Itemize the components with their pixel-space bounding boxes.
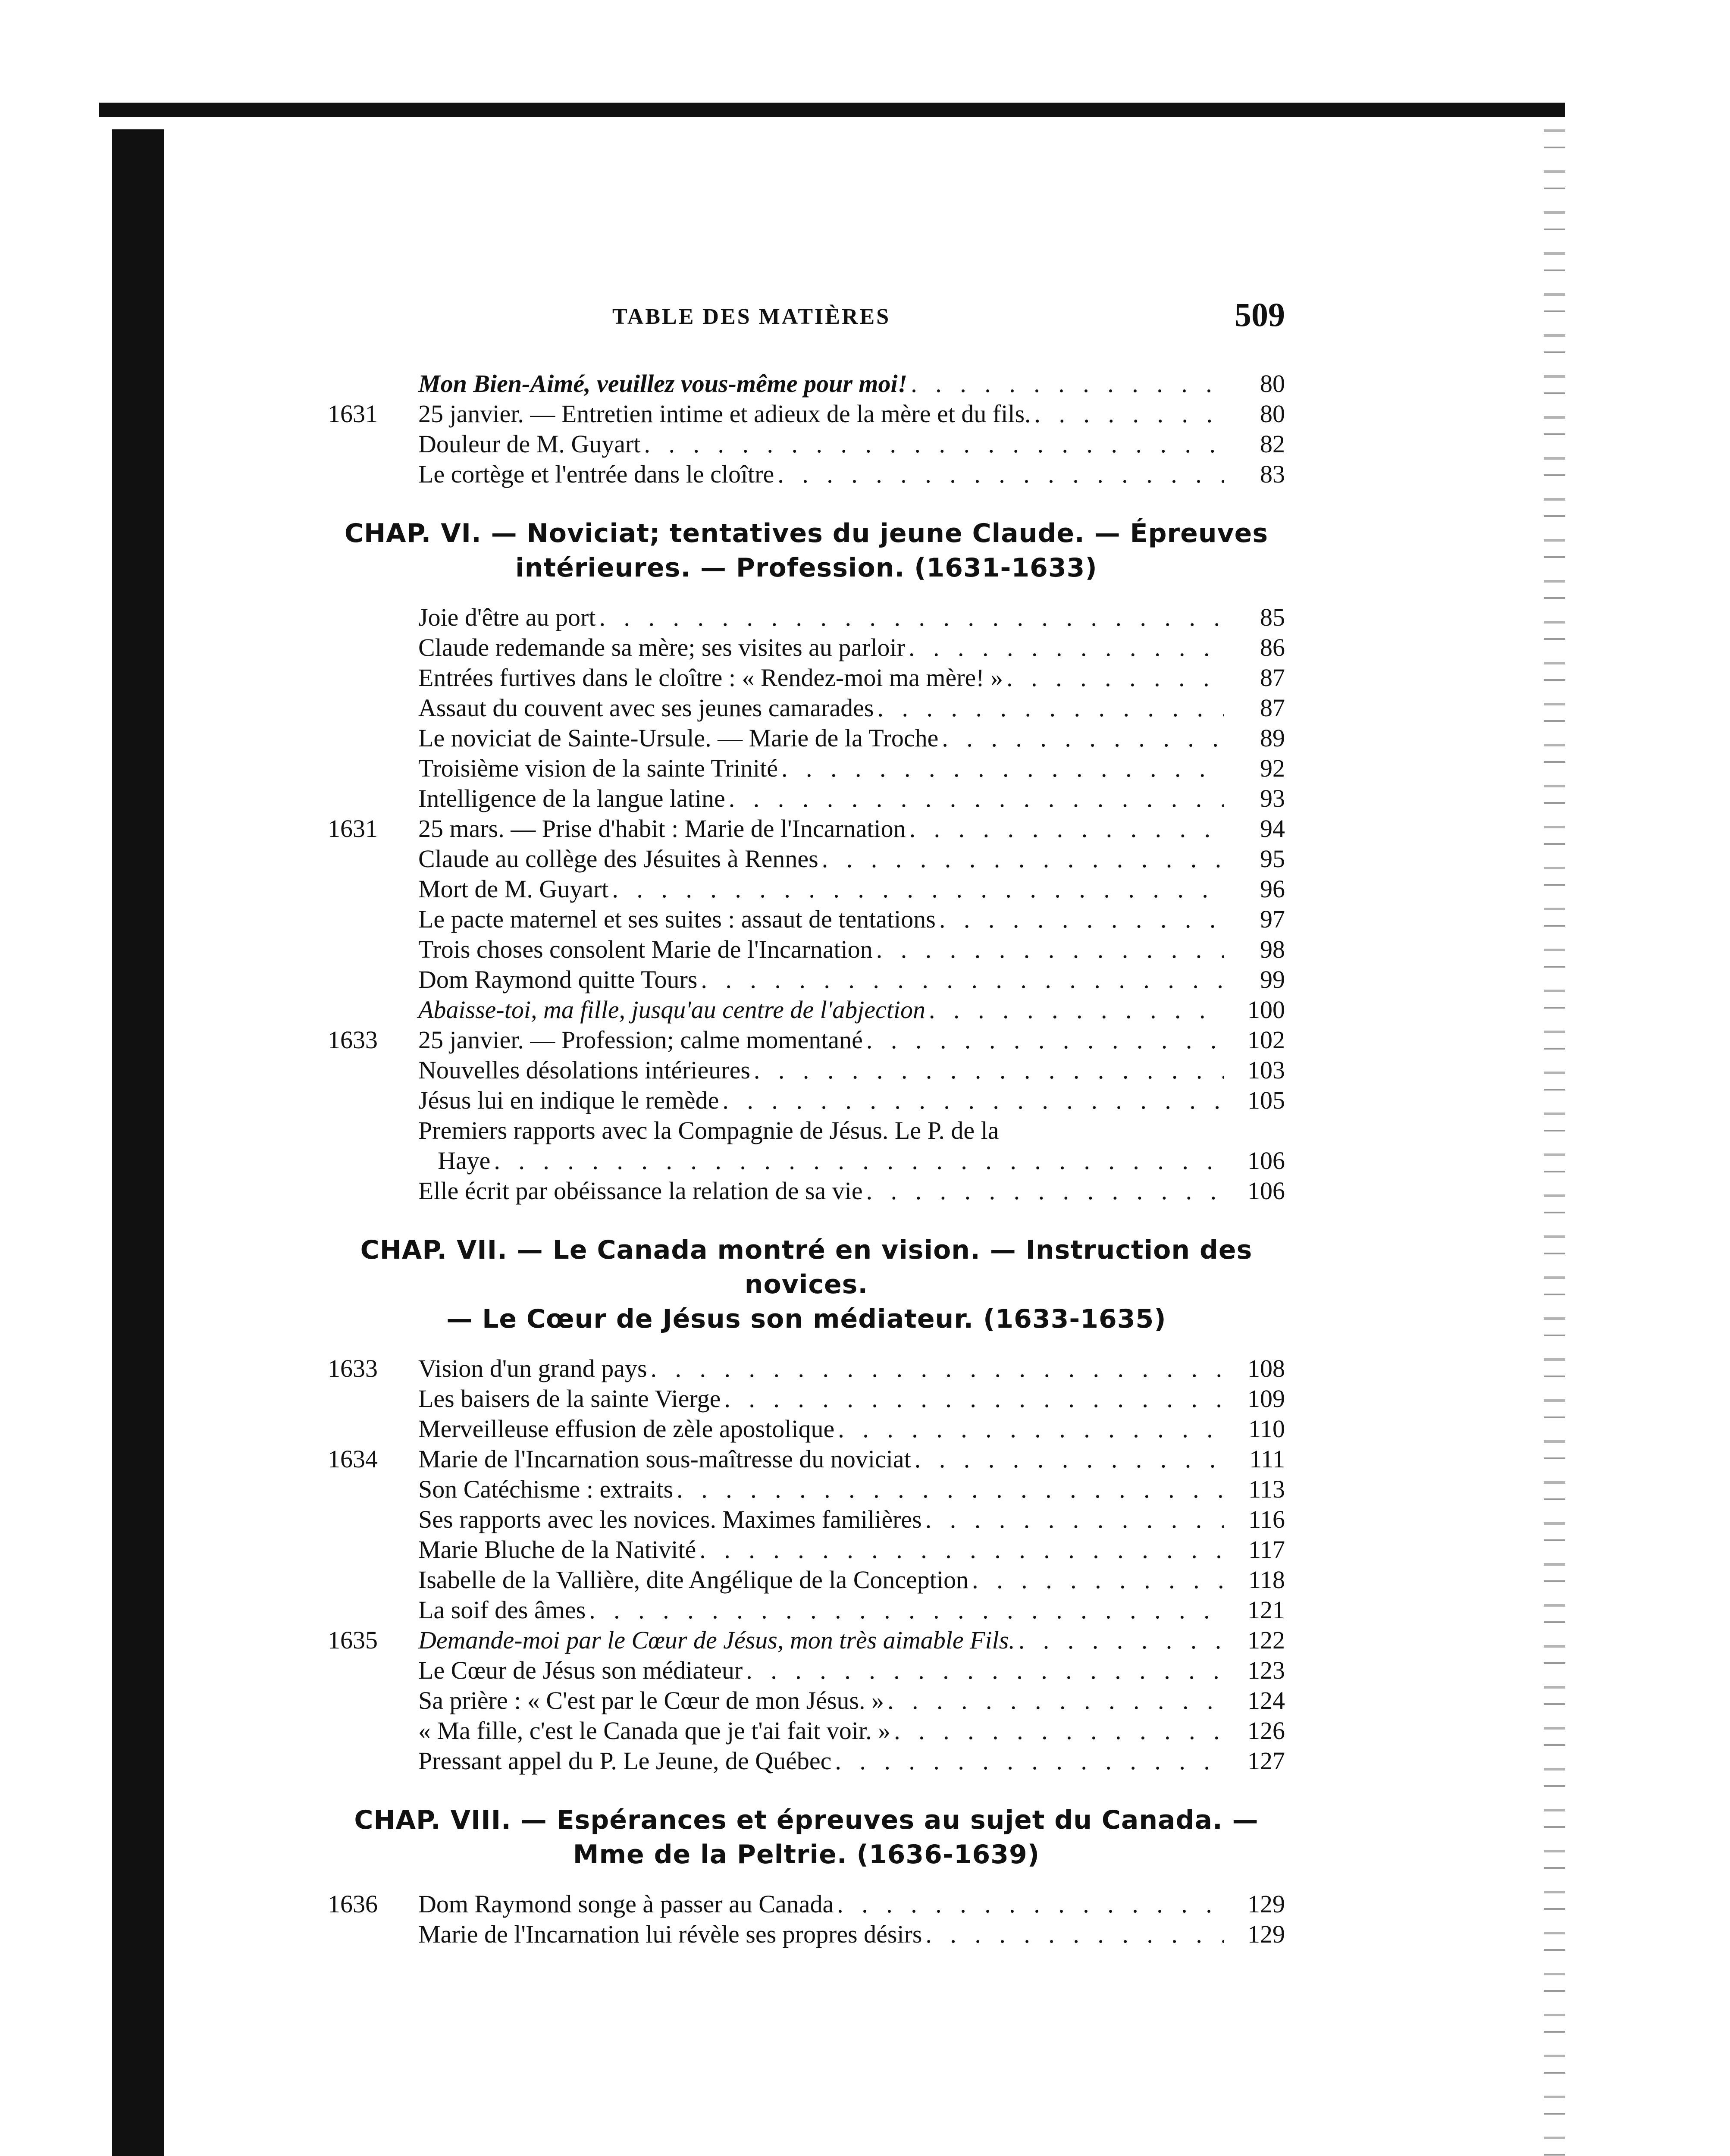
dot-leader (876, 934, 1224, 965)
toc-entry (328, 1919, 1285, 1949)
dot-leader (925, 1919, 1224, 1949)
dot-leader (835, 1746, 1224, 1776)
toc-entry (328, 1146, 1285, 1176)
toc-entry (328, 1025, 1285, 1055)
toc-entry-page: 93 (1260, 784, 1285, 812)
toc-entry-page: 110 (1248, 1415, 1285, 1443)
toc-entry-year: 1633 (328, 1354, 378, 1382)
toc-entry-label: Elle écrit par obéissance la relation de sa vie (418, 1177, 863, 1205)
toc-entry (328, 459, 1285, 489)
toc-entry-year: 1636 (328, 1890, 378, 1918)
dot-leader (942, 723, 1224, 753)
dot-leader (822, 844, 1224, 874)
dot-leader (925, 1504, 1224, 1535)
dot-leader (1034, 399, 1224, 429)
toc-entry (328, 1176, 1285, 1206)
toc-entry-page: 98 (1260, 935, 1285, 963)
toc-entry-page: 122 (1247, 1626, 1285, 1654)
chapter-6-rows (328, 602, 1285, 1206)
toc-entry-page: 106 (1247, 1147, 1285, 1175)
dot-leader (699, 1535, 1224, 1565)
dot-leader (972, 1565, 1224, 1595)
dot-leader (866, 1176, 1224, 1206)
dot-leader (1019, 1625, 1224, 1655)
toc-entry (328, 1384, 1285, 1414)
toc-entry-page: 116 (1248, 1505, 1285, 1533)
toc-entry-label: Merveilleuse effusion de zèle apostolique (418, 1415, 835, 1443)
chapter-8-heading (328, 1803, 1285, 1872)
toc-entry-label: Le noviciat de Sainte-Ursule. — Marie de la Troche (418, 724, 939, 752)
toc-entry-page: 80 (1260, 370, 1285, 398)
toc-entry-label: La soif des âmes (418, 1596, 586, 1624)
toc-entry (328, 783, 1285, 814)
toc-entry-year: 1634 (328, 1445, 378, 1473)
toc-entry-page: 106 (1247, 1177, 1285, 1205)
toc-entry (328, 1625, 1285, 1655)
toc-entry-label: 25 janvier. — Entretien intime et adieux de la mère et du fils. (418, 400, 1031, 428)
toc-entry (328, 369, 1285, 399)
toc-entry-year: 1635 (328, 1626, 378, 1654)
dot-leader (894, 1716, 1224, 1746)
toc-entry-page: 124 (1247, 1686, 1285, 1714)
toc-entry-page: 85 (1260, 603, 1285, 631)
chapter-8-title-line1: CHAP. VIII. — Espérances et épreuves au sujet du Canada. — (354, 1805, 1259, 1835)
toc-entry-label: Isabelle de la Vallière, dite Angélique de la Conception (418, 1566, 969, 1594)
toc-entry-page: 111 (1249, 1445, 1285, 1473)
toc-entry-label: Entrées furtives dans le cloître : « Rendez-moi ma mère! » (418, 664, 1003, 692)
toc-entry-label: 25 mars. — Prise d'habit : Marie de l'Incarnation (418, 815, 906, 843)
toc-entry (328, 1746, 1285, 1776)
toc-entry (328, 1716, 1285, 1746)
toc-entry-page: 127 (1247, 1747, 1285, 1775)
table-of-contents (328, 369, 1285, 1949)
toc-entry-page: 118 (1248, 1566, 1285, 1594)
toc-entry-label: Dom Raymond songe à passer au Canada (418, 1890, 834, 1918)
toc-entry-label: « Ma fille, c'est le Canada que je t'ai fait voir. » (418, 1717, 891, 1745)
dot-leader (878, 693, 1224, 723)
toc-entry-label: Claude au collège des Jésuites à Rennes (418, 845, 818, 873)
toc-entry (328, 1535, 1285, 1565)
toc-entry-page (1224, 1116, 1285, 1146)
chapter-8-title-line2: Mme de la Peltrie. (1636-1639) (573, 1839, 1040, 1870)
dot-leader (781, 753, 1224, 783)
toc-entry-page: 89 (1260, 724, 1285, 752)
toc-entry-label: Joie d'être au port (418, 603, 596, 631)
toc-entry (328, 663, 1285, 693)
dot-leader (701, 965, 1224, 995)
dot-leader (494, 1146, 1224, 1176)
toc-entry (328, 753, 1285, 783)
toc-entry (328, 934, 1285, 965)
toc-entry-label: 25 janvier. — Profession; calme momentané (418, 1026, 863, 1054)
dot-leader (722, 1085, 1224, 1116)
toc-entry-page: 83 (1260, 460, 1285, 488)
toc-entry-label: Vision d'un grand pays (418, 1354, 647, 1382)
toc-entry (328, 1595, 1285, 1625)
toc-entry (328, 1889, 1285, 1919)
dot-leader (651, 1354, 1224, 1384)
scan-border-top (99, 103, 1565, 117)
toc-entry (328, 1414, 1285, 1444)
toc-entry-page: 80 (1260, 400, 1285, 428)
toc-entry-label: Mon Bien-Aimé, veuillez vous-même pour moi! (418, 370, 908, 398)
toc-entry-label: Marie de l'Incarnation sous-maîtresse du noviciat (418, 1445, 911, 1473)
dot-leader (1006, 663, 1224, 693)
toc-entry-page: 94 (1260, 815, 1285, 843)
toc-entry (328, 1444, 1285, 1474)
toc-entry-page: 87 (1260, 664, 1285, 692)
toc-entry-label: Ses rapports avec les novices. Maximes familières (418, 1505, 922, 1533)
toc-entry (328, 723, 1285, 753)
chapter-7-title-line1: CHAP. VII. — Le Canada montré en vision. — Instruction des novices. (360, 1235, 1253, 1300)
dot-leader (612, 874, 1224, 904)
toc-entry-label: Nouvelles désolations intérieures (418, 1056, 750, 1084)
toc-entry-page: 126 (1247, 1717, 1285, 1745)
toc-entry-page: 87 (1260, 694, 1285, 722)
dot-leader (837, 1889, 1224, 1919)
toc-entry-page: 102 (1247, 1026, 1285, 1054)
toc-entry-label: Intelligence de la langue latine (418, 784, 725, 812)
chapter-7-title-line2: — Le Cœur de Jésus son médiateur. (1633-1635) (446, 1304, 1166, 1334)
chapter-6-title-line1: CHAP. VI. — Noviciat; tentatives du jeune Claude. — Épreuves (344, 518, 1269, 548)
dot-leader (838, 1414, 1224, 1444)
dot-leader (939, 904, 1224, 934)
toc-entry-label: Le cortège et l'entrée dans le cloître (418, 460, 774, 488)
toc-entry (328, 429, 1285, 459)
toc-entry-label: Trois choses consolent Marie de l'Incarnation (418, 935, 873, 963)
toc-entry-label: Le pacte maternel et ses suites : assaut de tentations (418, 905, 936, 933)
toc-entry-label: Haye (438, 1147, 491, 1175)
chapter-7-heading (328, 1233, 1285, 1336)
toc-entry-page: 100 (1247, 996, 1285, 1024)
dot-leader (677, 1474, 1224, 1504)
toc-entry-label: Marie Bluche de la Nativité (418, 1536, 696, 1564)
toc-entry-page: 95 (1260, 845, 1285, 873)
toc-entry-page: 113 (1248, 1475, 1285, 1503)
toc-entry (328, 693, 1285, 723)
chapter-6-title-line2: intérieures. — Profession. (1631-1633) (515, 553, 1097, 583)
page-number: 509 (1235, 296, 1285, 333)
toc-entry (328, 965, 1285, 995)
toc-entry-page: 103 (1247, 1056, 1285, 1084)
toc-entry-page: 108 (1247, 1354, 1285, 1382)
scan-noise-right (1544, 129, 1565, 2156)
page-header (612, 295, 1285, 343)
toc-entry (328, 1504, 1285, 1535)
scan-border-left (112, 129, 164, 2156)
toc-entry-label: Assaut du couvent avec ses jeunes camarades (418, 694, 874, 722)
dot-leader (599, 602, 1224, 633)
dot-leader (911, 369, 1224, 399)
toc-entry (328, 1085, 1285, 1116)
toc-entry-page: 123 (1247, 1656, 1285, 1684)
toc-entry-label: Demande-moi par le Cœur de Jésus, mon très aimable Fils. (418, 1626, 1015, 1654)
toc-entry-label: Marie de l'Incarnation lui révèle ses propres désirs (418, 1920, 922, 1948)
dot-leader (589, 1595, 1224, 1625)
toc-entry-label: Douleur de M. Guyart (418, 430, 641, 458)
toc-entry-label: Premiers rapports avec la Compagnie de Jésus. Le P. de la (418, 1116, 999, 1144)
toc-entry (328, 1686, 1285, 1716)
dot-leader (729, 783, 1224, 814)
toc-entry (328, 1116, 1285, 1146)
toc-entry-label: Mort de M. Guyart (418, 875, 609, 903)
toc-entry (328, 844, 1285, 874)
toc-entry (328, 602, 1285, 633)
dot-leader (724, 1384, 1224, 1414)
toc-entry-page: 105 (1247, 1086, 1285, 1114)
toc-entry-page: 129 (1247, 1920, 1285, 1948)
toc-entry-year: 1633 (328, 1026, 378, 1054)
dot-leader (887, 1686, 1224, 1716)
toc-entry-page: 86 (1260, 633, 1285, 661)
toc-entry (328, 904, 1285, 934)
toc-entry (328, 1474, 1285, 1504)
dot-leader (777, 459, 1224, 489)
toc-entry-label: Le Cœur de Jésus son médiateur (418, 1656, 743, 1684)
toc-entry (328, 1055, 1285, 1085)
toc-entry-year: 1631 (328, 400, 378, 428)
toc-entry (328, 1354, 1285, 1384)
intro-rows (328, 369, 1285, 489)
dot-leader (866, 1025, 1224, 1055)
toc-entry-page: 92 (1260, 754, 1285, 782)
toc-entry-page: 96 (1260, 875, 1285, 903)
chapter-6-heading (328, 516, 1285, 585)
toc-entry-label: Pressant appel du P. Le Jeune, de Québec (418, 1747, 832, 1775)
dot-leader (909, 633, 1224, 663)
dot-leader (915, 1444, 1224, 1474)
chapter-7-rows (328, 1354, 1285, 1776)
chapter-8-rows (328, 1889, 1285, 1949)
toc-entry-label: Claude redemande sa mère; ses visites au parloir (418, 633, 905, 661)
toc-entry-label: Abaisse-toi, ma fille, jusqu'au centre de l'abjection (418, 996, 926, 1024)
toc-entry (328, 814, 1285, 844)
toc-entry (328, 995, 1285, 1025)
toc-entry-page: 109 (1247, 1385, 1285, 1413)
toc-entry-label: Jésus lui en indique le remède (418, 1086, 719, 1114)
toc-entry (328, 1655, 1285, 1686)
toc-entry-label: Troisième vision de la sainte Trinité (418, 754, 778, 782)
toc-entry (328, 633, 1285, 663)
toc-entry-label: Les baisers de la sainte Vierge (418, 1385, 721, 1413)
toc-entry-year: 1631 (328, 815, 378, 843)
toc-entry-page: 82 (1260, 430, 1285, 458)
running-title: TABLE DES MATIÈRES (612, 304, 891, 329)
toc-entry (328, 399, 1285, 429)
toc-entry-page: 129 (1247, 1890, 1285, 1918)
dot-leader (754, 1055, 1224, 1085)
dot-leader (929, 995, 1224, 1025)
toc-entry-page: 99 (1260, 965, 1285, 993)
toc-entry-page: 117 (1248, 1536, 1285, 1564)
toc-entry (328, 1565, 1285, 1595)
toc-entry (328, 874, 1285, 904)
dot-leader (746, 1655, 1224, 1686)
toc-entry-page: 121 (1247, 1596, 1285, 1624)
dot-leader (909, 814, 1224, 844)
toc-entry-label: Son Catéchisme : extraits (418, 1475, 674, 1503)
toc-entry-label: Sa prière : « C'est par le Cœur de mon Jésus. » (418, 1686, 884, 1714)
toc-entry-page: 97 (1260, 905, 1285, 933)
toc-entry-label: Dom Raymond quitte Tours (418, 965, 698, 993)
dot-leader (644, 429, 1224, 459)
